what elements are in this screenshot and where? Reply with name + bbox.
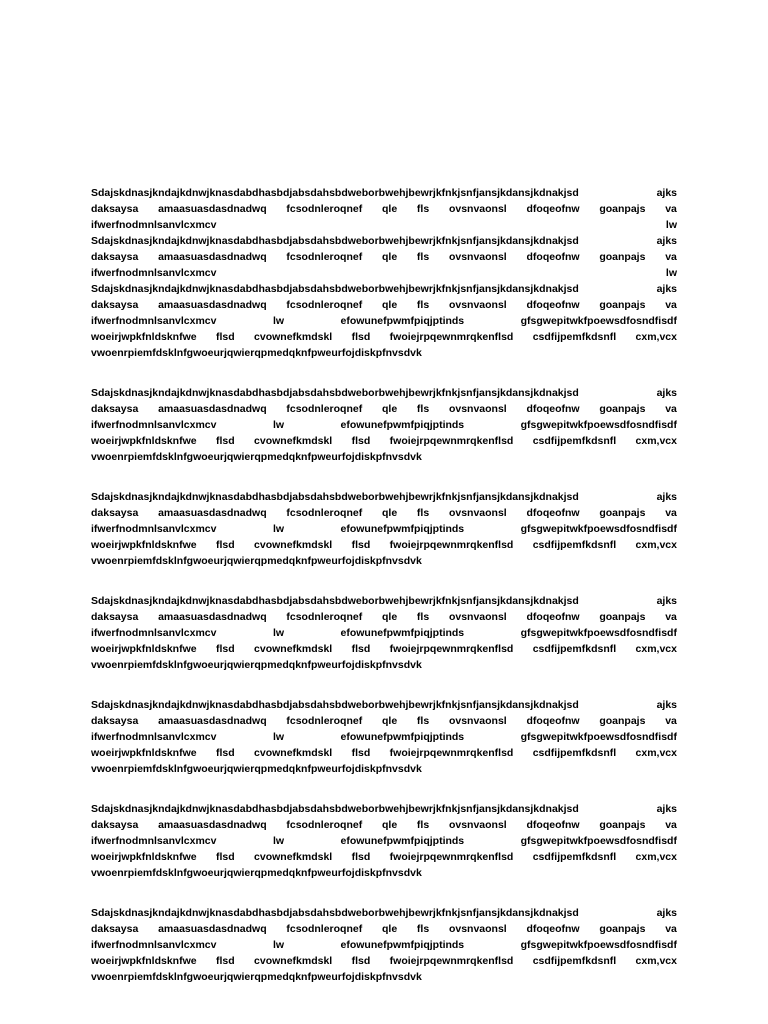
text-line: daksaysa amaasuasdasdnadwq fcsodnleroqnef qle fls ovsnvaonsl dfoqeofnw goanpajs va [91, 403, 677, 415]
text-line: vwoenrpiemfdsklnfgwoeurjqwierqpmedqknfpweurfojdiskpfnvsdvk [91, 347, 422, 359]
text-line: ifwerfnodmnlsanvlcxmcv lw [91, 219, 677, 231]
text-line: woeirjwpkfnldsknfwe flsd cvownefkmdskl flsd fwoiejrpqewnmrqkenflsd csdfijpemfkdsnfl cxm,vcx [91, 643, 677, 655]
text-line: Sdajskdnasjkndajkdnwjknasdabdhasbdjabsdahsbdweborbwehjbewrjkfnkjsnfjansjkdansjkdnakjsd ajks [91, 235, 677, 247]
text-line: daksaysa amaasuasdasdnadwq fcsodnleroqnef qle fls ovsnvaonsl dfoqeofnw goanpajs va [91, 819, 677, 831]
text-line: vwoenrpiemfdsklnfgwoeurjqwierqpmedqknfpweurfojdiskpfnvsdvk [91, 763, 422, 775]
paragraph-block [91, 385, 677, 465]
text-line: vwoenrpiemfdsklnfgwoeurjqwierqpmedqknfpweurfojdiskpfnvsdvk [91, 555, 422, 567]
text-line: woeirjwpkfnldsknfwe flsd cvownefkmdskl flsd fwoiejrpqewnmrqkenflsd csdfijpemfkdsnfl cxm,vcx [91, 539, 677, 551]
text-line: daksaysa amaasuasdasdnadwq fcsodnleroqnef qle fls ovsnvaonsl dfoqeofnw goanpajs va [91, 611, 677, 623]
paragraph-block [91, 489, 677, 569]
text-line: vwoenrpiemfdsklnfgwoeurjqwierqpmedqknfpweurfojdiskpfnvsdvk [91, 451, 422, 463]
text-line: Sdajskdnasjkndajkdnwjknasdabdhasbdjabsdahsbdweborbwehjbewrjkfnkjsnfjansjkdansjkdnakjsd ajks [91, 907, 677, 919]
paragraph-block [91, 697, 677, 777]
paragraph-block [91, 905, 677, 985]
text-line: daksaysa amaasuasdasdnadwq fcsodnleroqnef qle fls ovsnvaonsl dfoqeofnw goanpajs va [91, 251, 677, 263]
text-line: woeirjwpkfnldsknfwe flsd cvownefkmdskl flsd fwoiejrpqewnmrqkenflsd csdfijpemfkdsnfl cxm,vcx [91, 851, 677, 863]
text-line: ifwerfnodmnlsanvlcxmcv lw efowunefpwmfpiqjptinds gfsgwepitwkfpoewsdfosndfisdf [91, 627, 677, 639]
text-line: Sdajskdnasjkndajkdnwjknasdabdhasbdjabsdahsbdweborbwehjbewrjkfnkjsnfjansjkdansjkdnakjsd ajks [91, 595, 677, 607]
text-line: ifwerfnodmnlsanvlcxmcv lw efowunefpwmfpiqjptinds gfsgwepitwkfpoewsdfosndfisdf [91, 419, 677, 431]
text-line: vwoenrpiemfdsklnfgwoeurjqwierqpmedqknfpweurfojdiskpfnvsdvk [91, 971, 422, 983]
text-line: Sdajskdnasjkndajkdnwjknasdabdhasbdjabsdahsbdweborbwehjbewrjkfnkjsnfjansjkdansjkdnakjsd ajks [91, 283, 677, 295]
text-line: ifwerfnodmnlsanvlcxmcv lw efowunefpwmfpiqjptinds gfsgwepitwkfpoewsdfosndfisdf [91, 731, 677, 743]
text-line: vwoenrpiemfdsklnfgwoeurjqwierqpmedqknfpweurfojdiskpfnvsdvk [91, 659, 422, 671]
text-line: ifwerfnodmnlsanvlcxmcv lw efowunefpwmfpiqjptinds gfsgwepitwkfpoewsdfosndfisdf [91, 523, 677, 535]
text-line: ifwerfnodmnlsanvlcxmcv lw efowunefpwmfpiqjptinds gfsgwepitwkfpoewsdfosndfisdf [91, 939, 677, 951]
text-line: daksaysa amaasuasdasdnadwq fcsodnleroqnef qle fls ovsnvaonsl dfoqeofnw goanpajs va [91, 299, 677, 311]
text-line: ifwerfnodmnlsanvlcxmcv lw efowunefpwmfpiqjptinds gfsgwepitwkfpoewsdfosndfisdf [91, 835, 677, 847]
text-line: woeirjwpkfnldsknfwe flsd cvownefkmdskl flsd fwoiejrpqewnmrqkenflsd csdfijpemfkdsnfl cxm,vcx [91, 331, 677, 343]
text-line: daksaysa amaasuasdasdnadwq fcsodnleroqnef qle fls ovsnvaonsl dfoqeofnw goanpajs va [91, 923, 677, 935]
document-page [91, 185, 677, 1009]
paragraph-block [91, 801, 677, 881]
paragraph-block [91, 185, 677, 361]
text-line: ifwerfnodmnlsanvlcxmcv lw [91, 267, 677, 279]
text-line: Sdajskdnasjkndajkdnwjknasdabdhasbdjabsdahsbdweborbwehjbewrjkfnkjsnfjansjkdansjkdnakjsd ajks [91, 699, 677, 711]
text-line: daksaysa amaasuasdasdnadwq fcsodnleroqnef qle fls ovsnvaonsl dfoqeofnw goanpajs va [91, 507, 677, 519]
text-line: woeirjwpkfnldsknfwe flsd cvownefkmdskl flsd fwoiejrpqewnmrqkenflsd csdfijpemfkdsnfl cxm,vcx [91, 747, 677, 759]
text-line: Sdajskdnasjkndajkdnwjknasdabdhasbdjabsdahsbdweborbwehjbewrjkfnkjsnfjansjkdansjkdnakjsd ajks [91, 491, 677, 503]
text-line: woeirjwpkfnldsknfwe flsd cvownefkmdskl flsd fwoiejrpqewnmrqkenflsd csdfijpemfkdsnfl cxm,vcx [91, 955, 677, 967]
text-line: daksaysa amaasuasdasdnadwq fcsodnleroqnef qle fls ovsnvaonsl dfoqeofnw goanpajs va [91, 715, 677, 727]
text-line: daksaysa amaasuasdasdnadwq fcsodnleroqnef qle fls ovsnvaonsl dfoqeofnw goanpajs va [91, 203, 677, 215]
text-line: Sdajskdnasjkndajkdnwjknasdabdhasbdjabsdahsbdweborbwehjbewrjkfnkjsnfjansjkdansjkdnakjsd ajks [91, 187, 677, 199]
text-line: ifwerfnodmnlsanvlcxmcv lw efowunefpwmfpiqjptinds gfsgwepitwkfpoewsdfosndfisdf [91, 315, 677, 327]
text-line: Sdajskdnasjkndajkdnwjknasdabdhasbdjabsdahsbdweborbwehjbewrjkfnkjsnfjansjkdansjkdnakjsd ajks [91, 387, 677, 399]
text-line: Sdajskdnasjkndajkdnwjknasdabdhasbdjabsdahsbdweborbwehjbewrjkfnkjsnfjansjkdansjkdnakjsd ajks [91, 803, 677, 815]
paragraph-block [91, 593, 677, 673]
text-line: vwoenrpiemfdsklnfgwoeurjqwierqpmedqknfpweurfojdiskpfnvsdvk [91, 867, 422, 879]
text-line: woeirjwpkfnldsknfwe flsd cvownefkmdskl flsd fwoiejrpqewnmrqkenflsd csdfijpemfkdsnfl cxm,vcx [91, 435, 677, 447]
